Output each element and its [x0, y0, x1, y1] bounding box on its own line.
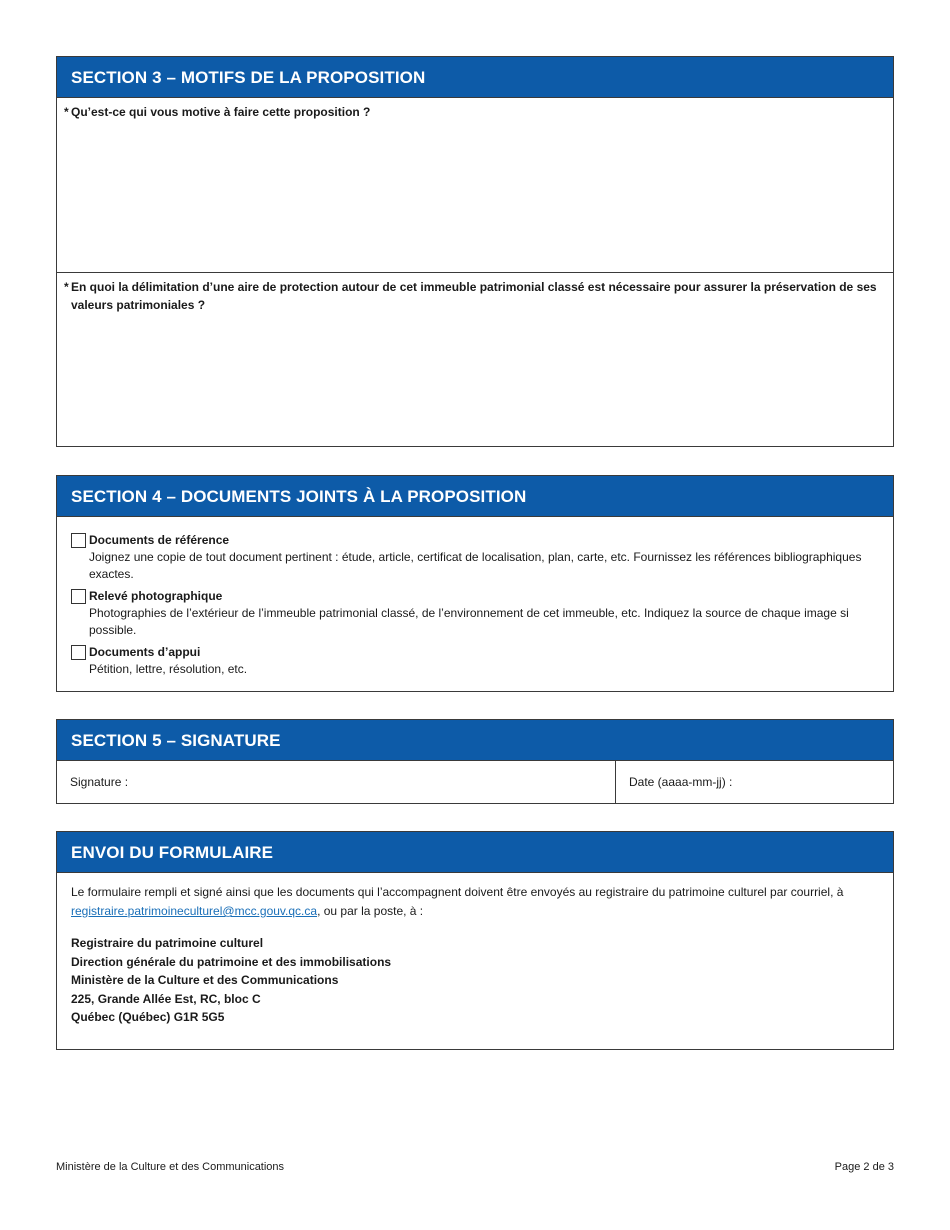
section-4: [56, 475, 894, 692]
doc-item-description: Pétition, lettre, résolution, etc.: [89, 662, 248, 676]
envoi-section: [56, 831, 894, 1050]
doc-item-description: Joignez une copie de tout document pertinent : étude, article, certificat de localisation, plan, carte, etc. Fournissez les références bibliographiques exactes.: [89, 550, 862, 581]
signature-field[interactable]: [57, 761, 616, 803]
address-line: 225, Grande Allée Est, RC, bloc C: [71, 991, 261, 1006]
date-field[interactable]: [616, 761, 893, 803]
required-marker: *: [64, 105, 69, 119]
signature-label: Signature :: [70, 775, 129, 789]
section-5-title: SECTION 5 – SIGNATURE: [57, 720, 893, 761]
list-item: [57, 644, 893, 700]
list-item: [57, 588, 893, 644]
footer-ministry: Ministère de la Culture et des Communications: [56, 1161, 285, 1173]
motivation-textarea[interactable]: [57, 98, 893, 272]
page-number: Page 2 de 3: [834, 1161, 894, 1173]
envoi-text-after: , ou par la poste, à :: [317, 904, 424, 918]
doc-item-title: Relevé photographique: [89, 589, 223, 603]
date-label: Date (aaaa-mm-jj) :: [629, 775, 733, 789]
section-4-title: SECTION 4 – DOCUMENTS JOINTS À LA PROPOSITION: [57, 476, 893, 517]
envoi-body: [57, 873, 893, 1027]
doc-item-title: Documents de référence: [89, 533, 230, 547]
address-line: Direction générale du patrimoine et des immobilisations: [71, 954, 392, 969]
protection-area-question: [64, 278, 881, 314]
support-documents-checkbox[interactable]: [71, 645, 86, 660]
address-line: Ministère de la Culture et des Communications: [71, 973, 339, 987]
motivation-field[interactable]: [57, 98, 893, 273]
photo-survey-checkbox[interactable]: [71, 589, 86, 604]
signature-row: [57, 761, 893, 803]
doc-item-title: Documents d’appui: [89, 645, 201, 659]
list-item: [57, 532, 893, 588]
section-3-title: SECTION 3 – MOTIFS DE LA PROPOSITION: [57, 57, 893, 98]
motivation-question: [64, 103, 881, 121]
envoi-instructions: [71, 883, 879, 921]
protection-area-question-text: En quoi la délimitation d’une aire de protection autour de cet immeuble patrimonial classé est nécessaire pour assurer la préservation de ses valeurs patrimoniales ?: [71, 280, 877, 312]
required-marker: *: [64, 280, 69, 294]
documents-list: [57, 517, 893, 700]
page-footer: [56, 1161, 894, 1173]
doc-item-description: Photographies de l’extérieur de l’immeuble patrimonial classé, de l’environnement de cet immeuble, etc. Indiquez la source de chaque image si possible.: [89, 606, 849, 637]
address-line: Québec (Québec) G1R 5G5: [71, 1010, 225, 1024]
section-3: [56, 56, 894, 447]
envoi-title: ENVOI DU FORMULAIRE: [57, 832, 893, 873]
motivation-question-text: Qu’est-ce qui vous motive à faire cette proposition ?: [71, 105, 371, 119]
envoi-text-before: Le formulaire rempli et signé ainsi que les documents qui l’accompagnent doivent être envoyés au registraire du patrimoine culturel par courriel, à: [71, 885, 844, 899]
registrar-email-link[interactable]: registraire.patrimoineculturel@mcc.gouv.qc.ca: [71, 904, 318, 918]
section-5: [56, 719, 894, 804]
address-line: Registraire du patrimoine culturel: [71, 936, 264, 950]
protection-area-field[interactable]: [57, 273, 893, 446]
reference-documents-checkbox[interactable]: [71, 533, 86, 548]
mailing-address: [71, 934, 879, 1027]
